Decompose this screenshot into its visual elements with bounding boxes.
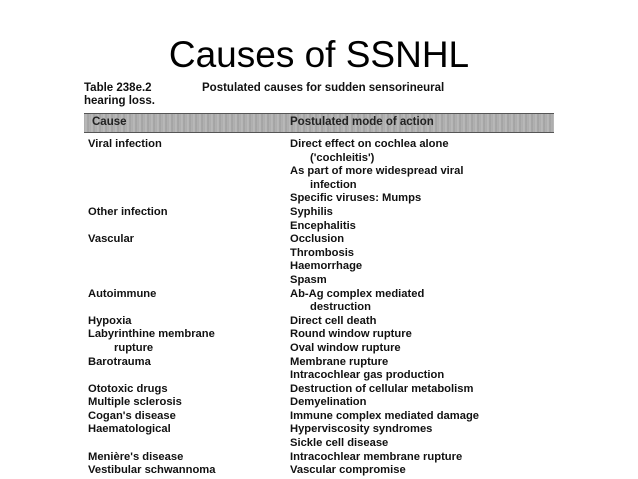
mode-cell: Membrane rupture <box>290 355 389 368</box>
mode-cell: Intracochlear membrane rupture <box>290 450 463 463</box>
table-caption-line2: hearing loss. <box>84 95 155 107</box>
mode-cell: Encephalitis <box>290 219 356 232</box>
table-header <box>84 113 554 133</box>
table-row <box>84 315 554 329</box>
mode-cell: Intracochlear gas production <box>290 369 445 382</box>
column-header-cause: Cause <box>92 116 127 128</box>
cause-cell: Other infection <box>88 205 168 218</box>
mode-cell: As part of more widespread viral <box>290 165 464 178</box>
table-row <box>84 301 554 315</box>
mode-cell: Haemorrhage <box>290 260 363 273</box>
cause-cell: Hypoxia <box>88 314 132 327</box>
cause-cell: Haematological <box>88 423 171 436</box>
mode-cell: Demyelination <box>290 396 367 409</box>
table-row <box>84 233 554 247</box>
table-row <box>84 288 554 302</box>
table-row <box>84 342 554 356</box>
mode-cell: Direct effect on cochlea alone <box>290 138 449 150</box>
mode-cell: Destruction of cellular metabolism <box>290 382 474 395</box>
mode-cell: Oval window rupture <box>290 341 401 354</box>
table-caption <box>84 82 554 108</box>
table-row <box>84 356 554 370</box>
mode-cell: Occlusion <box>290 233 345 246</box>
table-row <box>84 451 554 465</box>
mode-cell: Syphilis <box>290 205 333 218</box>
mode-cell: Direct cell death <box>290 314 377 327</box>
table-label: Table 238e.2 <box>84 82 152 94</box>
mode-cell: Vascular compromise <box>290 464 406 477</box>
mode-cell: ('cochleitis') <box>310 151 375 164</box>
slide-title: Causes of SSNHL <box>168 34 470 75</box>
mode-cell: Immune complex mediated damage <box>290 409 480 422</box>
table-row <box>84 165 554 179</box>
cause-cell: Labyrinthine membrane <box>88 328 215 341</box>
table-caption-line1: Postulated causes for sudden sensorineural <box>202 82 445 94</box>
mode-cell: Round window rupture <box>290 328 412 341</box>
cause-cell: Menière's disease <box>88 450 184 463</box>
table-row <box>84 410 554 424</box>
table-row <box>84 138 554 152</box>
table-body <box>84 138 554 478</box>
cause-cell: rupture <box>114 341 154 354</box>
cause-cell: Multiple sclerosis <box>88 396 182 409</box>
table-row <box>84 192 554 206</box>
table-row <box>84 274 554 288</box>
cause-cell: Viral infection <box>88 138 162 150</box>
table-row <box>84 437 554 451</box>
table-row <box>84 423 554 437</box>
table-scan <box>84 82 554 477</box>
table-row <box>84 179 554 193</box>
mode-cell: Hyperviscosity syndromes <box>290 423 433 436</box>
table-row <box>84 206 554 220</box>
table-row <box>84 260 554 274</box>
column-header-mode: Postulated mode of action <box>290 116 434 128</box>
mode-cell: infection <box>310 178 357 191</box>
table-row <box>84 383 554 397</box>
mode-cell: Sickle cell disease <box>290 437 389 450</box>
table-row <box>84 152 554 166</box>
mode-cell: Spasm <box>290 273 327 286</box>
mode-cell: destruction <box>310 301 371 314</box>
table-row <box>84 369 554 383</box>
cause-cell: Barotrauma <box>88 355 151 368</box>
cause-cell: Ototoxic drugs <box>88 382 168 395</box>
table-row <box>84 220 554 234</box>
table-row <box>84 247 554 261</box>
table-row <box>84 396 554 410</box>
mode-cell: Specific viruses: Mumps <box>290 192 422 205</box>
table-row <box>84 328 554 342</box>
cause-cell: Cogan's disease <box>88 409 176 422</box>
table-row <box>84 464 554 478</box>
mode-cell: Ab-Ag complex mediated <box>290 287 425 300</box>
cause-cell: Autoimmune <box>88 287 157 300</box>
cause-cell: Vestibular schwannoma <box>88 464 216 477</box>
mode-cell: Thrombosis <box>290 246 355 259</box>
cause-cell: Vascular <box>88 233 135 246</box>
